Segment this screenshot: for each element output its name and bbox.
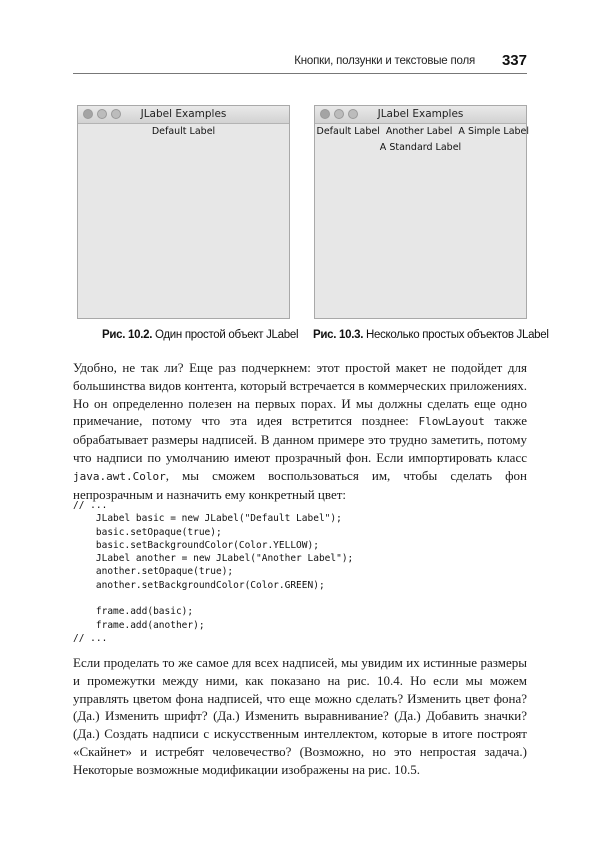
- code-line: [73, 592, 353, 605]
- body-paragraph: [73, 359, 527, 503]
- code-listing: [73, 499, 353, 645]
- jlabel-simple: A Simple Label: [458, 126, 530, 137]
- code-line: frame.add(another);: [73, 619, 205, 631]
- jlabel-default: Default Label: [151, 126, 216, 137]
- jlabel-another: Another Label: [385, 126, 453, 137]
- page-number: 337: [501, 52, 527, 69]
- label-row: [78, 126, 289, 137]
- figure-caption-text: Один простой объект JLabel: [152, 329, 299, 341]
- code-line: // ...: [73, 632, 108, 644]
- code-line: JLabel basic = new JLabel("Default Label");: [73, 513, 342, 525]
- paragraph-text: Удобно, не так ли? Еще раз подчеркнем: этот простой макет не подойдет для большинства видов контента, который встречается в коммерческих приложениях. Но он определенно полезен на первых порах. И мы должны сделать еще одно примечание, потому что эта идея встретится позднее:: [73, 360, 527, 429]
- body-paragraph: Если проделать то же самое для всех надписей, мы увидим их истинные размеры и промежутки между ними, как показано на рис. 10.4. Но если мы можем управлять цветом фона надписей, что еще можно сделать? Изменить цвет фона? (Да.) Изменить шрифт? (Да.) Изменить выравнивание? (Да.) Добавить значки? (Да.) Создать надписи с искусственным интеллектом, которые в итоге построят «Скайнет» и истребят человечество? (Возможно, но это непростая задача.) Некоторые возможные модификации изображены на рис. 10.5.: [73, 655, 527, 777]
- running-title: Кнопки, ползунки и текстовые поля: [294, 55, 475, 67]
- window-titlebar: [315, 106, 526, 124]
- figure-window-multiple-labels: [314, 105, 530, 319]
- code-line: another.setBackgroundColor(Color.GREEN);: [73, 579, 325, 591]
- figure-caption-number: Рис. 10.2.: [102, 329, 153, 341]
- jlabel-standard: A Standard Label: [379, 142, 462, 153]
- code-line: another.setOpaque(true);: [73, 566, 234, 578]
- header-divider: [73, 73, 527, 74]
- running-head: [73, 52, 527, 72]
- label-row: [315, 126, 530, 137]
- figure-caption-text: Несколько простых объектов JLabel: [363, 329, 549, 341]
- paragraph-text: , мы сможем воспользоваться им, чтобы сделать фон непрозрачным и назначить ему конкретный цвет:: [73, 467, 527, 502]
- window-title: JLabel Examples: [377, 108, 464, 120]
- window-titlebar: [78, 106, 289, 124]
- code-line: basic.setOpaque(true);: [73, 526, 222, 538]
- figure-window-single-label: [77, 105, 290, 319]
- figure-caption: [313, 329, 549, 341]
- inline-code: java.awt.Color: [73, 469, 166, 483]
- figure-caption-number: Рис. 10.3.: [313, 329, 364, 341]
- code-line: frame.add(basic);: [73, 606, 194, 618]
- code-line: // ...: [73, 500, 108, 511]
- inline-code: FlowLayout: [418, 415, 485, 429]
- label-row: [315, 142, 526, 153]
- code-line: basic.setBackgroundColor(Color.YELLOW);: [73, 539, 319, 551]
- figure-caption: [102, 329, 298, 341]
- code-line: JLabel another = new JLabel("Another Label");: [73, 553, 354, 565]
- paragraph-text: также обрабатывает размеры надписей. В данном примере это трудно заметить, потому что надписи по умолчанию имеют прозрачный фон. Если импортировать класс: [73, 413, 527, 465]
- window-title: JLabel Examples: [140, 108, 227, 120]
- jlabel-default: Default Label: [316, 126, 380, 137]
